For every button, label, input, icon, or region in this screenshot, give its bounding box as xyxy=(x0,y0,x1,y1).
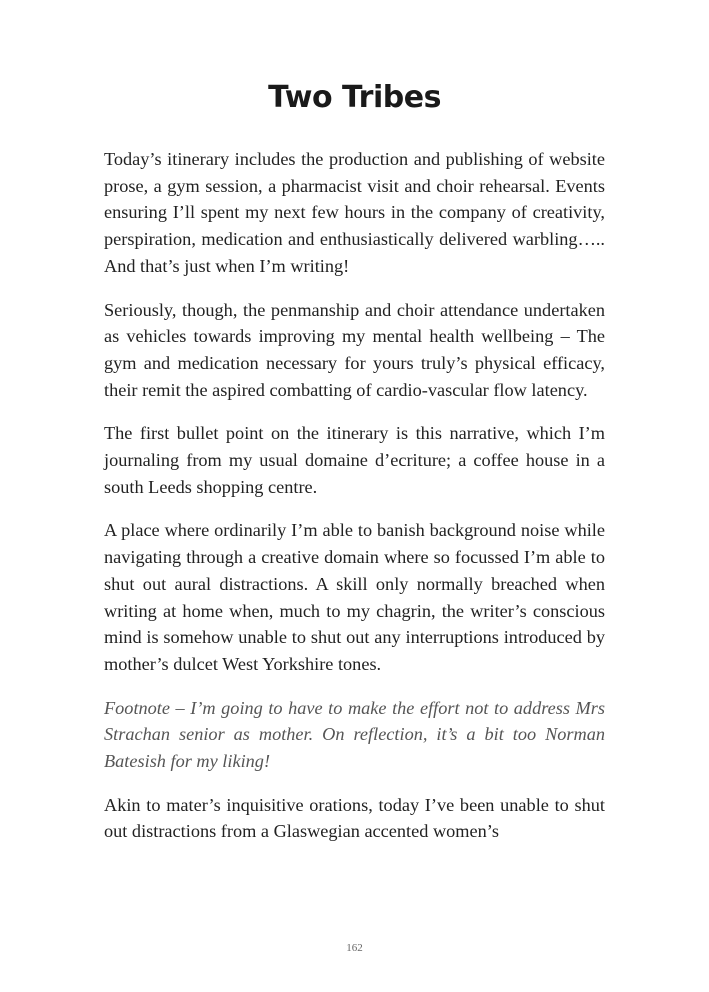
body-text xyxy=(104,146,605,862)
paragraph-itinerary: Today’s itinerary includes the production and publishing of website prose, a gym session, a pharmacist visit and choir rehearsal. Events ensuring I’ll spent my next few hours in the company of creativity, perspiration, medication and enthusiastically delivered warbling….. And that’s just when I’m writing! xyxy=(104,149,605,276)
paragraph-first-bullet: The first bullet point on the itinerary is this narrative, which I’m journaling from my usual domaine d’ecriture; a coffee house in a south Leeds shopping centre. xyxy=(104,423,605,497)
paragraph-akin: Akin to mater’s inquisitive orations, today I’ve been unable to shut out distractions from a Glaswegian accented women’s xyxy=(104,794,605,842)
paragraph-seriously: Seriously, though, the penmanship and choir attendance undertaken as vehicles towards improving my mental health wellbeing – The gym and medication necessary for yours truly’s physical efficacy, their remit the aspired combatting of cardio-vascular flow latency. xyxy=(104,299,605,400)
page-number: 162 xyxy=(346,942,363,954)
paragraph-place: A place where ordinarily I’m able to banish background noise while navigating through a creative domain where so focussed I’m able to shut out aural distractions. A skill only normally breached when writing at home when, much to my chagrin, the writer’s conscious mind is somehow unable to shut out any interruptions introduced by mother’s dulcet West Yorkshire tones. xyxy=(104,520,605,674)
paragraph-footnote: Footnote – I’m going to have to make the effort not to address Mrs Strachan senior as mother. On reflection, it’s a bit too Norman Batesish for my liking! xyxy=(104,697,605,772)
page-title: Two Tribes xyxy=(268,80,441,115)
